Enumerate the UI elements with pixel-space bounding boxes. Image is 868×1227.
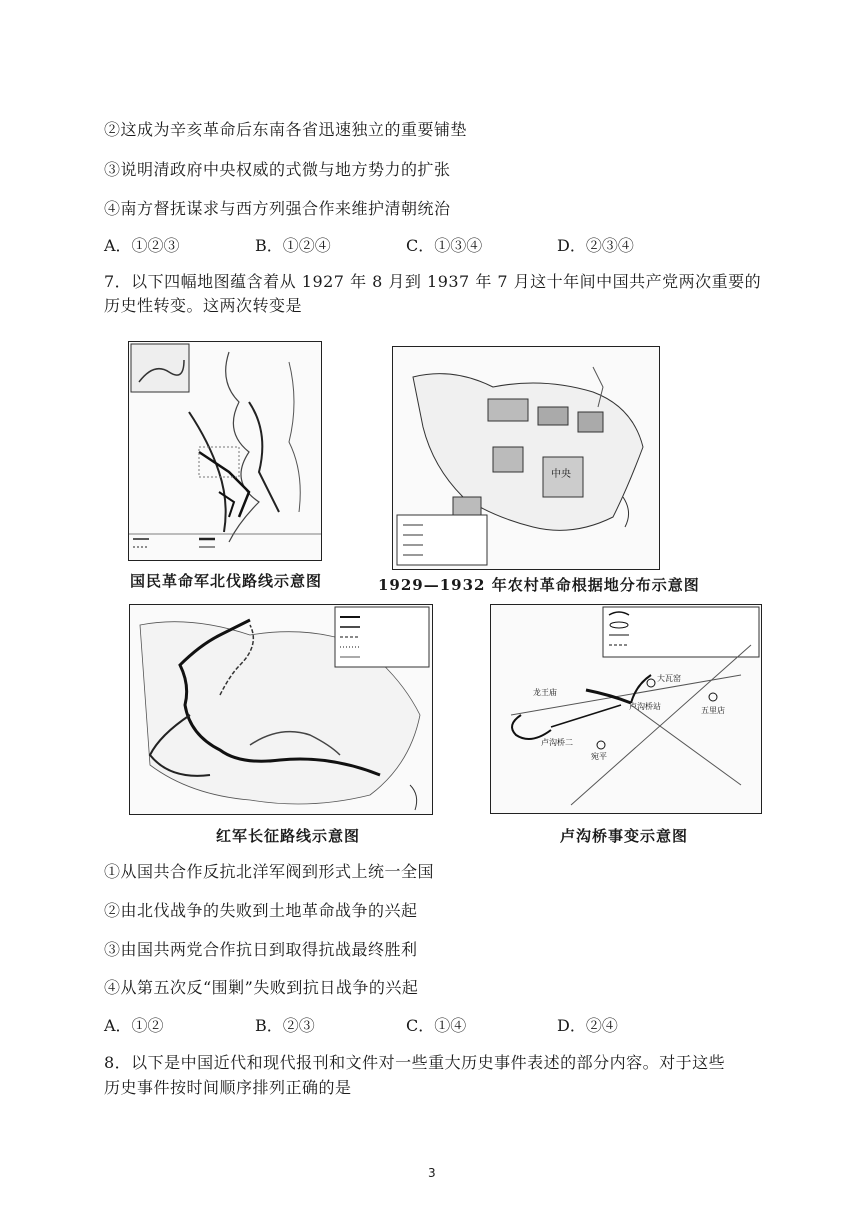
base-label-zhongyang: 中央 — [551, 469, 571, 480]
choice-d: D．②④ — [557, 1016, 618, 1035]
choice-b: B．②③ — [255, 1016, 315, 1035]
northern-expedition-map-graphic — [129, 342, 321, 560]
option-2: ②这成为辛亥革命后东南各省迅速独立的重要铺垫 — [104, 120, 468, 139]
long-march-map-graphic — [130, 605, 432, 814]
marco-polo-bridge-map-graphic — [491, 605, 761, 813]
q7-stem-line2: 历史性转变。这两次转变是 — [104, 296, 303, 315]
map-revolutionary-bases — [392, 346, 660, 570]
place-lugouqiao: 卢沟桥二 — [541, 738, 573, 747]
page-number: 3 — [428, 1166, 436, 1180]
place-lugouqiao-station: 卢沟桥站 — [629, 702, 661, 711]
q7-choices — [104, 1016, 744, 1036]
place-longwangmiao: 龙王庙 — [533, 688, 557, 697]
choice-c: C．①③④ — [406, 236, 483, 255]
place-dawayao: 大瓦窑 — [657, 674, 681, 683]
map-marco-polo-bridge — [490, 604, 762, 814]
q7-stem-line1: 7．以下四幅地图蕴含着从 1927 年 8 月到 1937 年 7 月这十年间中国共产党两次重要的 — [104, 272, 762, 291]
q7-option-2: ②由北伐战争的失败到土地革命战争的兴起 — [104, 901, 418, 920]
q7-option-3: ③由国共两党合作抗日到取得抗战最终胜利 — [104, 940, 418, 959]
map-caption: 红军长征路线示意图 — [216, 827, 361, 845]
map-caption: 1929—1932 年农村革命根据地分布示意图 — [378, 576, 700, 594]
q8-stem-line1: 8．以下是中国近代和现代报刊和文件对一些重大历史事件表述的部分内容。对于这些 — [104, 1053, 726, 1072]
map-caption: 国民革命军北伐路线示意图 — [130, 572, 323, 590]
q7-option-4: ④从第五次反“围剿”失败到抗日战争的兴起 — [104, 978, 419, 997]
choice-a: A．①② — [104, 1016, 164, 1035]
revolutionary-bases-map-graphic — [393, 347, 659, 569]
choice-b: B．①②④ — [255, 236, 331, 255]
q6-choices — [104, 236, 744, 256]
place-wulidian: 五里店 — [701, 706, 725, 715]
option-4: ④南方督抚谋求与西方列强合作来维护清朝统治 — [104, 199, 451, 218]
q7-option-1: ①从国共合作反抗北洋军阀到形式上统一全国 — [104, 862, 435, 881]
q8-stem-line2: 历史事件按时间顺序排列正确的是 — [104, 1078, 352, 1097]
map-long-march — [129, 604, 433, 815]
option-3: ③说明清政府中央权威的式微与地方势力的扩张 — [104, 160, 451, 179]
map-caption: 卢沟桥事变示意图 — [560, 827, 689, 845]
choice-d: D．②③④ — [557, 236, 634, 255]
choice-a: A．①②③ — [104, 236, 180, 255]
map-northern-expedition — [128, 341, 322, 561]
choice-c: C．①④ — [406, 1016, 467, 1035]
place-wanping: 宛平 — [591, 752, 607, 761]
